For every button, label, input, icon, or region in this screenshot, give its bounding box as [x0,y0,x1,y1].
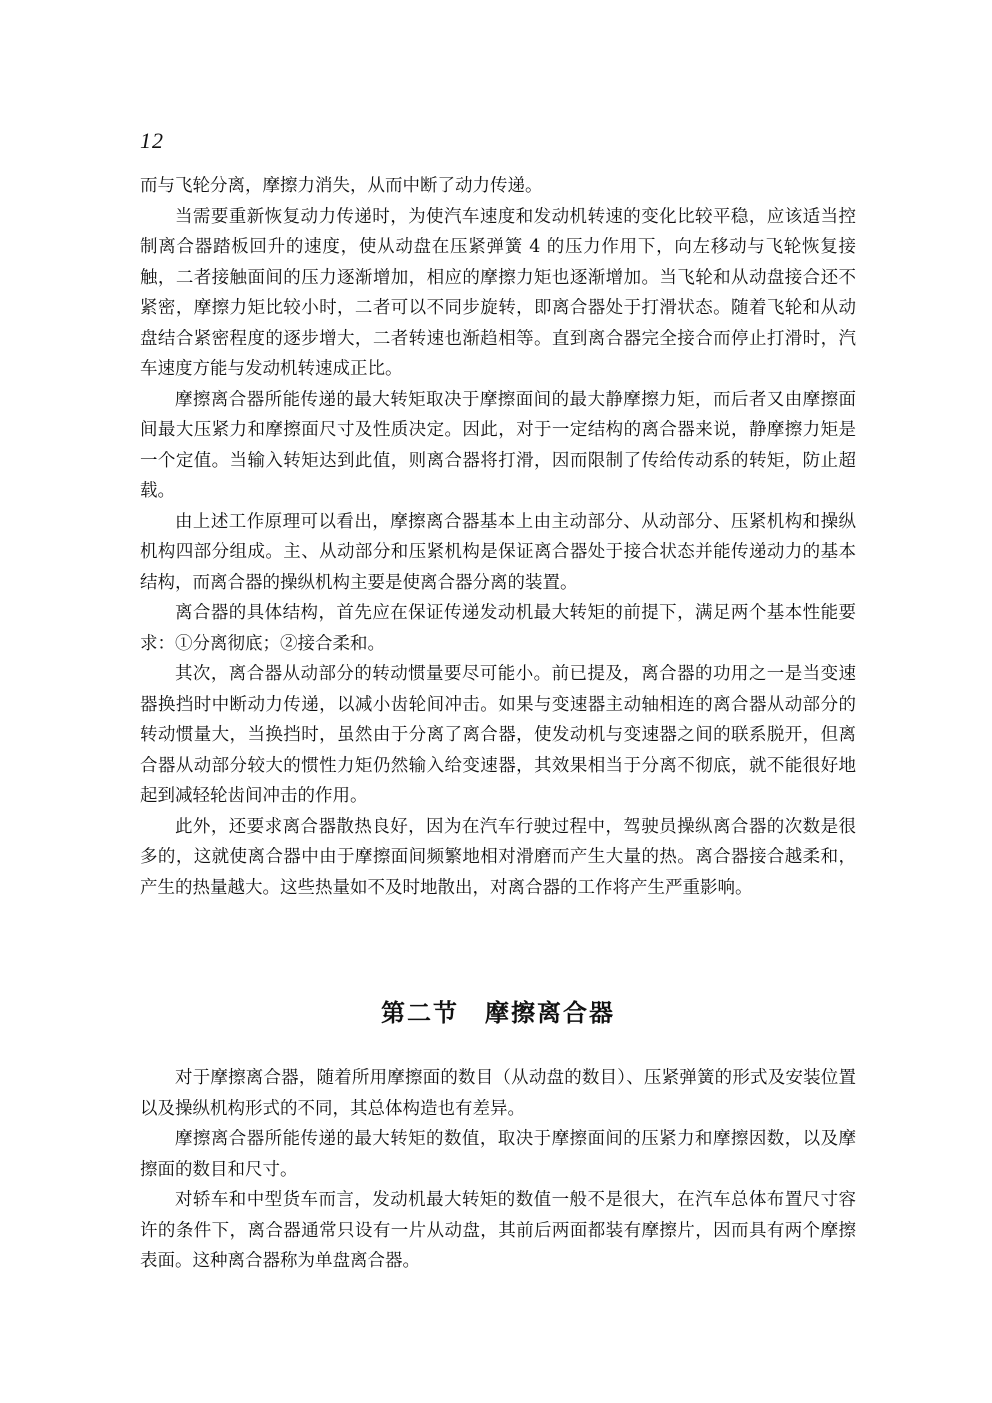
page-number: 12 [140,128,164,153]
paragraph: 摩擦离合器所能传递的最大转矩的数值，取决于摩擦面间的压紧力和摩擦因数，以及摩擦面的数目和尺寸。 [140,1129,856,1180]
section-heading: 第二节 摩擦离合器 [381,998,615,1027]
paragraph: 离合器的具体结构，首先应在保证传递发动机最大转矩的前提下，满足两个基本性能要求：①分离彻底；②接合柔和。 [140,603,856,654]
body-text-before-section [140,171,856,903]
paragraph: 对于摩擦离合器，随着所用摩擦面的数目（从动盘的数目）、压紧弹簧的形式及安装位置以及操纵机构形式的不同，其总体构造也有差异。 [140,1068,856,1119]
paragraph: 对轿车和中型货车而言，发动机最大转矩的数值一般不是很大，在汽车总体布置尺寸容许的条件下，离合器通常只设有一片从动盘，其前后两面都装有摩擦片，因而具有两个摩擦表面。这种离合器称为单盘离合器。 [140,1190,856,1271]
paragraph: 此外，还要求离合器散热良好，因为在汽车行驶过程中，驾驶员操纵离合器的次数是很多的，这就使离合器中由于摩擦面间频繁地相对滑磨而产生大量的热。离合器接合越柔和，产生的热量越大。这些热量如不及时地散出，对离合器的工作将产生严重影响。 [140,816,856,898]
paragraph: 由上述工作原理可以看出，摩擦离合器基本上由主动部分、从动部分、压紧机构和操纵机构四部分组成。主、从动部分和压紧机构是保证离合器处于接合状态并能传递动力的基本结构，而离合器的操纵机构主要是使离合器分离的装置。 [140,511,856,593]
paragraph: 摩擦离合器所能传递的最大转矩取决于摩擦面间的最大静摩擦力矩，而后者又由摩擦面间最大压紧力和摩擦面尺寸及性质决定。因此，对于一定结构的离合器来说，静摩擦力矩是一个定值。当输入转矩达到此值，则离合器将打滑，因而限制了传给传动系的转矩，防止超载。 [140,389,856,501]
paragraph: 其次，离合器从动部分的转动惯量要尽可能小。前已提及，离合器的功用之一是当变速器换挡时中断动力传递，以减小齿轮间冲击。如果与变速器主动轴相连的离合器从动部分的转动惯量大，当换挡时，虽然由于分离了离合器，使发动机与变速器之间的联系脱开，但离合器从动部分较大的惯性力矩仍然输入给变速器，其效果相当于分离不彻底，就不能很好地起到减轻轮齿间冲击的作用。 [140,664,856,806]
paragraph: 当需要重新恢复动力传递时，为使汽车速度和发动机转速的变化比较平稳，应该适当控制离合器踏板回升的速度，使从动盘在压紧弹簧 4 的压力作用下，向左移动与飞轮恢复接触，二者接触面间的压力逐渐增加，相应的摩擦力矩也逐渐增加。当飞轮和从动盘接合还不紧密，摩擦力矩比较小时，二者可以不同步旋转，即离合器处于打滑状态。随着飞轮和从动盘结合紧密程度的逐步增大，二者转速也渐趋相等。直到离合器完全接合而停止打滑时，汽车速度方能与发动机转速成正比。 [140,206,856,379]
body-text-after-section [140,1063,856,1277]
paragraph: 而与飞轮分离，摩擦力消失，从而中断了动力传递。 [140,176,543,196]
